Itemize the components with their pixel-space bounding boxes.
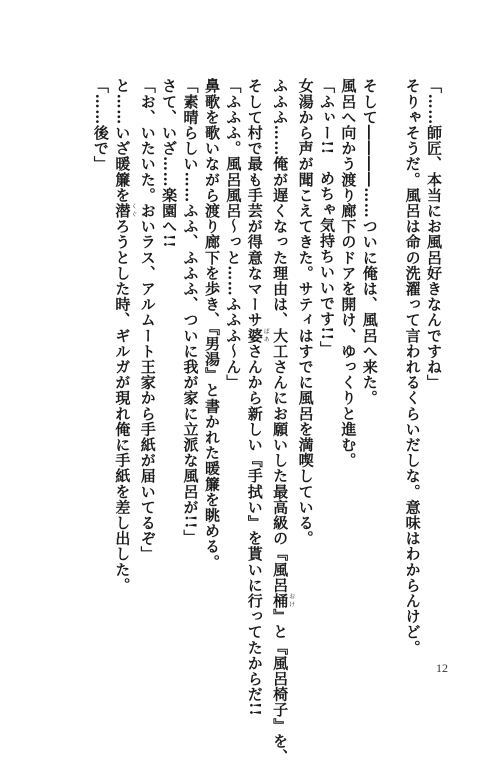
ruby-annotated-word: 潜くぐ [113,202,137,219]
text-segment: 「……後で」 [91,78,110,172]
text-segment: さんから新しい『手拭い』を貰いに行ってたからだ!! [245,343,264,717]
text-line [201,78,222,638]
ruby-annotated-word: 桶おけ [271,592,295,609]
text-segment: そりゃそうだ。風呂は命の洗濯って言われるくらいだしな。意味はわからんけど。 [403,78,422,656]
text-line [158,78,179,638]
text-segment: 鼻歌を歌いながら渡り廊下を歩き、『男湯』と書かれた暖簾を眺める。 [202,78,221,570]
text-line [136,78,157,638]
text-line [179,78,200,638]
text-segment: 「素晴らしい……ふふ、ふふふ、ついに我が家に立派な風呂が!!」 [181,78,200,545]
ruby-reading: おけ [287,592,295,609]
text-segment: 』と『風呂椅子』を、 [271,608,290,764]
text-line [90,78,111,638]
text-line [222,78,243,638]
page-number: 12 [436,661,448,675]
text-segment: 「ふぃー!! めちゃ気持ちいいです!!」 [317,78,336,357]
text-segment: さて、いざ……楽園へ!! [160,78,179,249]
text-line [423,78,444,638]
text-line [243,78,270,717]
text-segment: そして村で最も手芸が得意なマーサ [245,78,264,328]
text-line [294,78,315,638]
text-line [316,78,337,638]
text-segment: 「ふふふ。風呂風呂～っと……ふふふ～ん」 [224,78,243,390]
text-segment: と……いざ暖簾を [113,78,132,203]
text-segment: 「……師匠、本当にお風呂好きなんですね」 [425,78,443,390]
ruby-annotated-word: 婆ばあ [245,327,270,344]
text-segment: 風呂へ向かう渡り廊下のドアを開け、ゆっくりと進む。 [339,78,358,468]
text-line [401,78,422,656]
ruby-reading: くぐ [129,202,137,219]
text-line [269,78,295,764]
text-segment: ふふふ……俺が遅くなった理由は、大工さんにお願いした最高級の『風呂 [271,78,290,593]
text-line [358,78,379,638]
text-segment: 「お、いたいた。おいラス、アルムート王家から手紙が届いてるぞ」 [138,78,157,562]
text-segment: そして――――……ついに俺は、風呂へ来た。 [360,78,379,406]
text-line [337,78,358,638]
text-segment: ろうとした時、ギルガが現れ俺に手紙を差し出した。 [113,218,132,593]
text-line [111,78,136,638]
blank-line [380,78,401,638]
ruby-reading: ばあ [262,327,270,344]
text-segment: 女湯から声が聞こえてきた。サティはすでに風呂を満喫している。 [296,78,315,546]
